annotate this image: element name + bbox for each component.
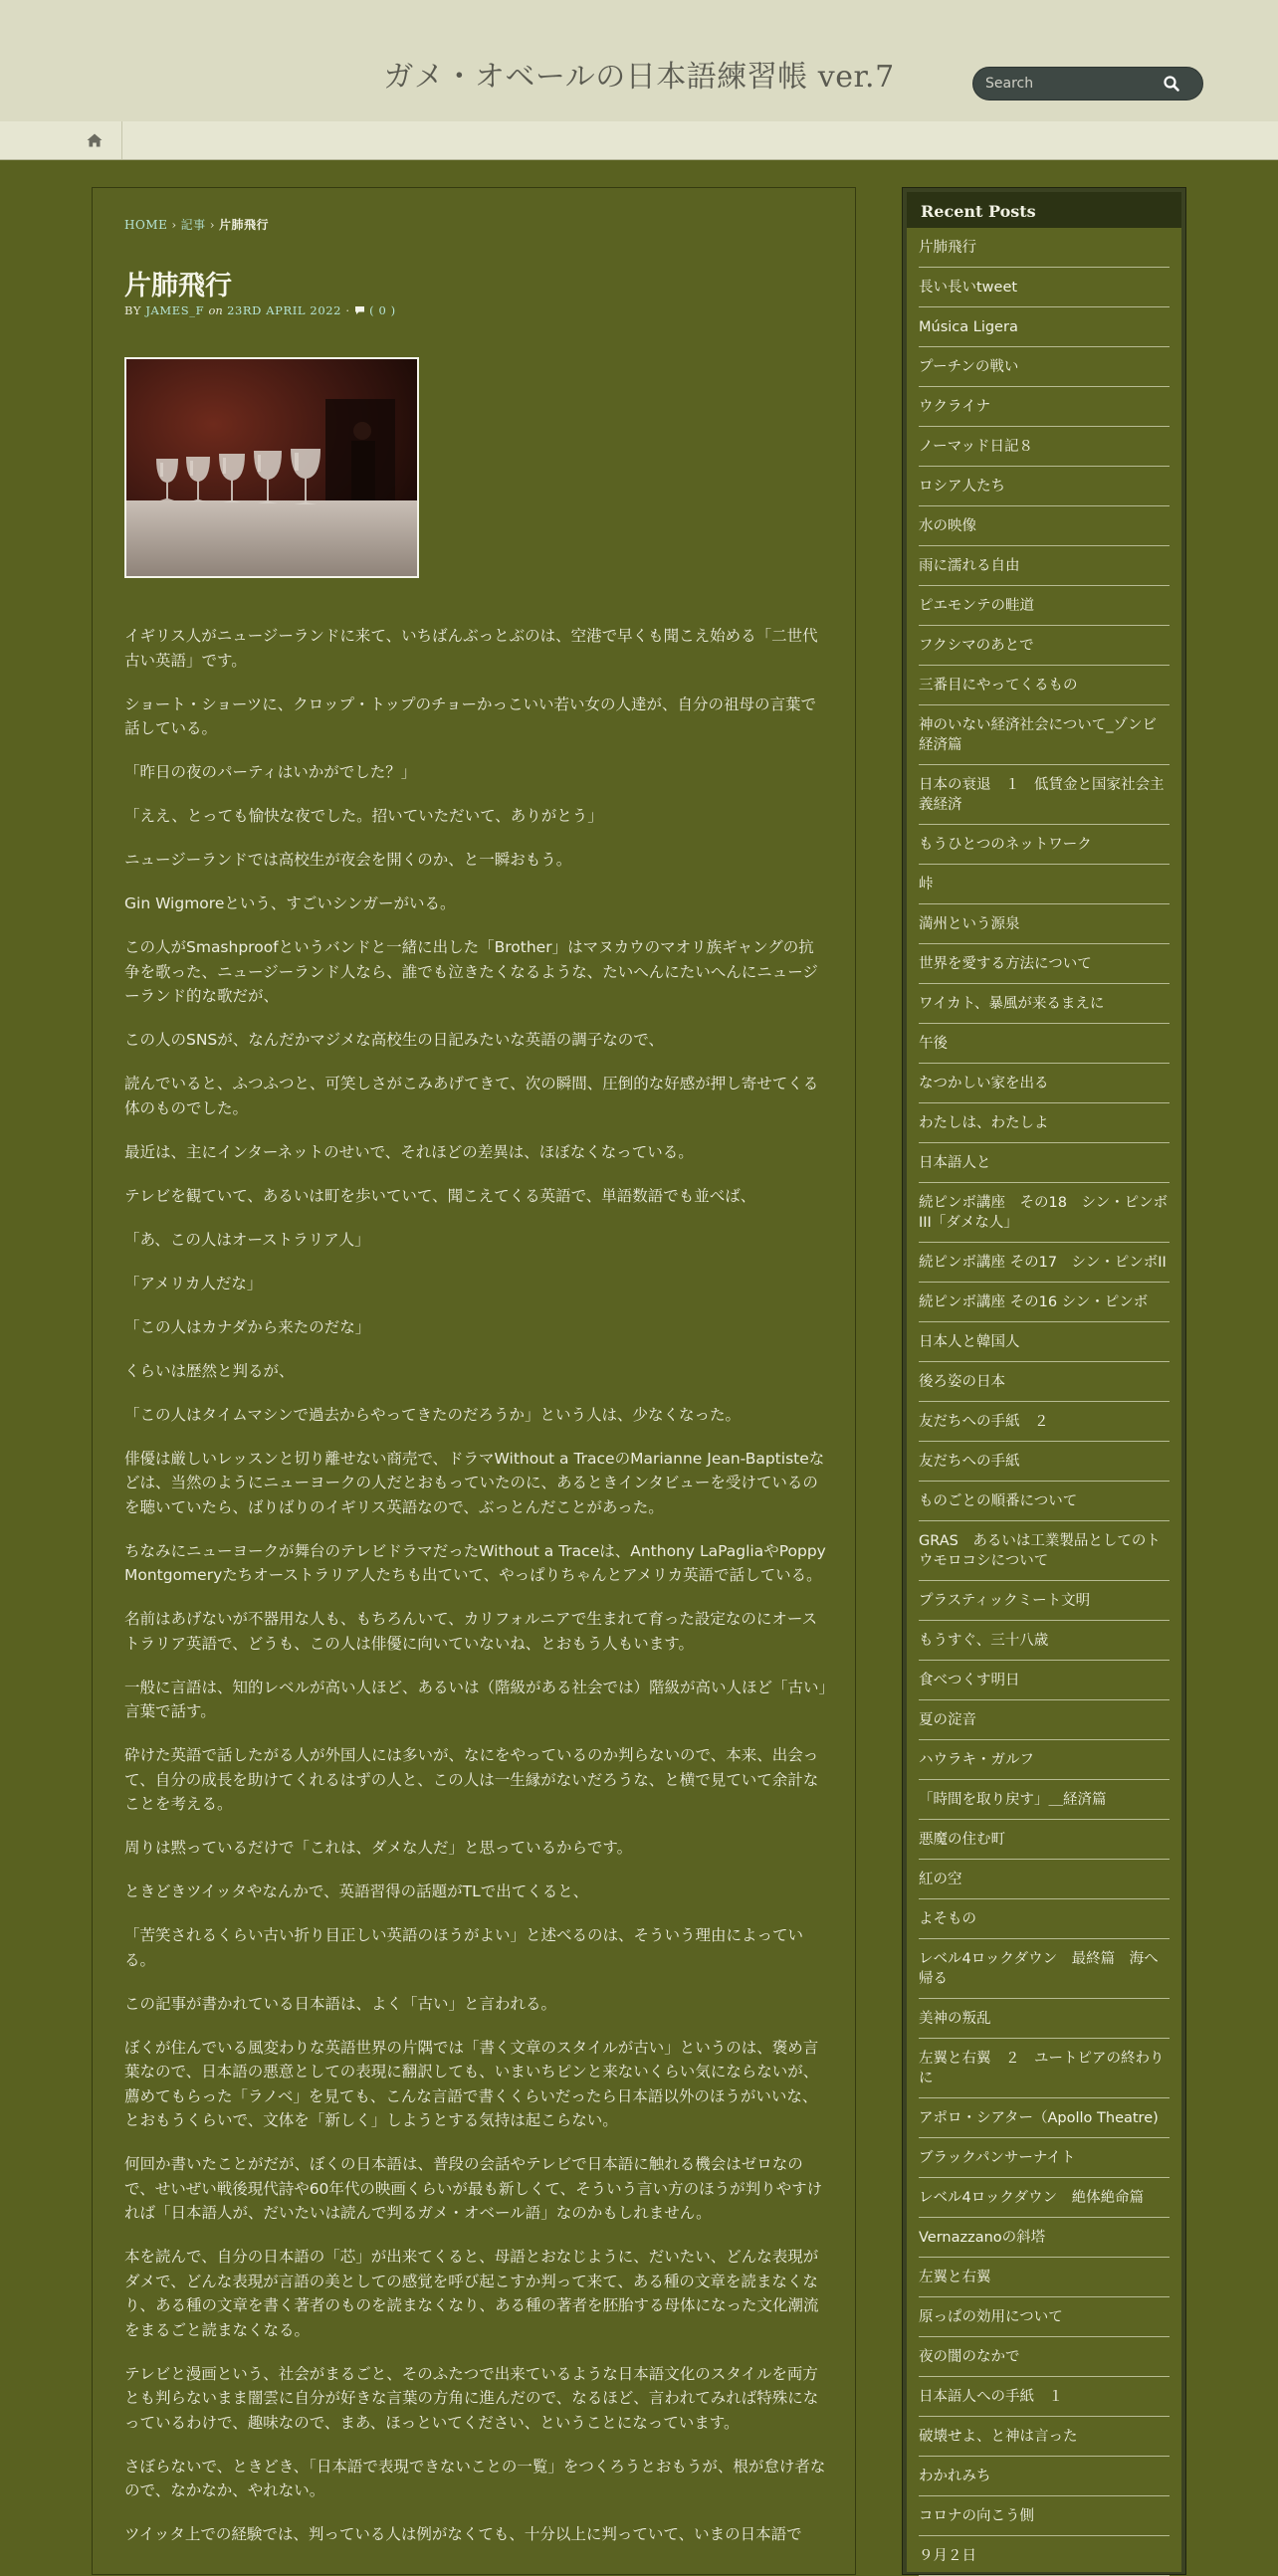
recent-post-link[interactable]: ９月２日 — [919, 2536, 1170, 2576]
paragraph: 「昨日の夜のパーティはいかがでした？」 — [124, 763, 417, 781]
site-title[interactable]: ガメ・オベールの日本語練習帳 ver.7 — [383, 60, 895, 95]
paragraph: 読んでいると、ふつふつと、可笑しさがこみあげてきて、次の瞬間、圧倒的な好感が押し寄せてくる体のものでした。 — [124, 1075, 819, 1117]
recent-post-link[interactable]: ウクライナ — [919, 387, 1170, 427]
recent-post-link[interactable]: よそもの — [919, 1899, 1170, 1939]
recent-post-link[interactable]: 長い長いtweet — [919, 268, 1170, 307]
recent-post-link[interactable]: ノーマッド日記８ — [919, 427, 1170, 467]
recent-post-link[interactable]: ロシア人たち — [919, 467, 1170, 506]
post-meta — [124, 303, 396, 317]
recent-post-link[interactable]: ブラックパンサーナイト — [919, 2138, 1170, 2178]
recent-post-link[interactable]: なつかしい家を出る — [919, 1064, 1170, 1103]
recent-post-link[interactable]: 峠 — [919, 865, 1170, 904]
recent-post-link[interactable]: もうひとつのネットワーク — [919, 825, 1170, 865]
recent-post-link[interactable]: 友だちへの手紙 — [919, 1442, 1170, 1482]
recent-posts-header — [907, 192, 1181, 229]
recent-post-link[interactable]: 悪魔の住む町 — [919, 1820, 1170, 1860]
recent-post-link[interactable]: 夏の淀音 — [919, 1700, 1170, 1740]
paragraph: 「アメリカ人だな」 — [124, 1274, 263, 1292]
recent-post-link[interactable]: ものごとの順番について — [919, 1482, 1170, 1521]
breadcrumb — [124, 216, 269, 233]
recent-post-link[interactable]: 片肺飛行 — [919, 228, 1170, 268]
recent-post-link[interactable]: ピエモンテの畦道 — [919, 586, 1170, 626]
paragraph: くらいは歴然と判るが、 — [124, 1361, 295, 1380]
post-date-link[interactable]: 23RD APRIL 2022 — [227, 303, 342, 317]
paragraph: 「苦笑されるくらい古い折り目正しい英語のほうがよい」と述べるのは、そういう理由によっている。 — [124, 1926, 804, 1969]
recent-post-link[interactable]: 三番目にやってくるもの — [919, 666, 1170, 705]
comment-icon — [354, 305, 365, 315]
breadcrumb-category-link[interactable]: 記事 — [180, 218, 206, 232]
home-icon — [87, 133, 103, 147]
recent-post-link[interactable]: 美神の叛乱 — [919, 1999, 1170, 2039]
wine-glasses-photo — [126, 359, 417, 576]
post-thumbnail-image[interactable] — [124, 357, 419, 578]
search-input[interactable] — [985, 73, 1155, 95]
recent-post-link[interactable]: レベル4ロックダウン 最終篇 海へ帰る — [919, 1939, 1170, 1999]
recent-post-link[interactable]: レベル4ロックダウン 絶体絶命篇 — [919, 2178, 1170, 2218]
paragraph: 何回か書いたことがだが、ぼくの日本語は、普段の会話やテレビで日本語に触れる機会はゼロなので、せいぜい戦後現代詩や60年代の映画くらいが最も新しくて、そういう言い方のほうが判りやすければ「日本語人が、だいたいは読んで判るガメ・オベール語」なのかもしれません。 — [124, 2155, 823, 2222]
paragraph: テレビと漫画という、社会がまるごと、そのふたつで出来ているような日本語文化のスタイルを両方とも判らないまま闇雲に自分が好きな言葉の方角に進んだので、なるほど、言われてみれば特殊になっているわけで、趣味なので、まあ、ほっといてください、ということになっています。 — [124, 2364, 819, 2432]
sidebar — [902, 187, 1186, 2575]
recent-post-link[interactable]: 後ろ姿の日本 — [919, 1362, 1170, 1402]
post-title: 片肺飛行 — [124, 271, 232, 301]
paragraph: この記事が書かれている日本語は、よく「古い」と言われる。 — [124, 1994, 557, 2013]
paragraph: イギリス人がニュージーランドに来て、いちばんぶっとぶのは、空港で早くも聞こえ始める「二世代古い英語」です。 — [124, 627, 818, 670]
recent-post-link[interactable]: わたしは、わたしよ — [919, 1103, 1170, 1143]
search-button[interactable] — [1161, 73, 1182, 95]
recent-post-link[interactable]: 続ピンボ講座 その17 シン・ピンボII — [919, 1243, 1170, 1283]
paragraph: 「あ、この人はオーストラリア人」 — [124, 1230, 370, 1249]
paragraph: 俳優は厳しいレッスンと切り離せない商売で、ドラマWithout a TraceのMarianne Jean-Baptisteなどは、当然のようにニューヨークの人だとおもっていたのに、あるときインタビューを受けているのを聴いていたら、ばりばりのイギリス英語なので、ぶっとんだことがあった。 — [124, 1449, 825, 1516]
recent-post-link[interactable]: 日本語人への手紙 １ — [919, 2377, 1170, 2417]
paragraph: 砕けた英語で話したがる人が外国人には多いが、なにをやっているのか判らないので、本来、出会って、自分の成長を助けてくれるはずの人と、この人は一生縁がないだろうな、と横で見ていて余計なことを考える。 — [124, 1746, 819, 1813]
search-box — [972, 67, 1203, 100]
recent-post-link[interactable]: 続ピンボ講座 その18 シン・ピンボIII「ダメな人」 — [919, 1183, 1170, 1243]
site-header — [0, 0, 1278, 122]
recent-post-link[interactable]: わかれみち — [919, 2457, 1170, 2496]
recent-post-link[interactable]: ワイカト、暴風が来るまえに — [919, 984, 1170, 1024]
recent-post-link[interactable]: コロナの向こう側 — [919, 2496, 1170, 2536]
recent-post-link[interactable]: 神のいない経済社会について_ゾンビ経済篇 — [919, 705, 1170, 765]
post-body — [124, 624, 827, 2566]
recent-post-link[interactable]: もうすぐ、三十八歳 — [919, 1621, 1170, 1661]
recent-post-link[interactable]: 日本の衰退 １ 低賃金と国家社会主義経済 — [919, 765, 1170, 825]
recent-post-link[interactable]: フクシマのあとで — [919, 626, 1170, 666]
paragraph: ニュージーランドでは高校生が夜会を開くのか、と一瞬おもう。 — [124, 851, 572, 869]
recent-post-link[interactable]: 「時間を取り戻す」＿経済篇 — [919, 1780, 1170, 1820]
breadcrumb-separator: › — [171, 218, 177, 232]
comments-link[interactable] — [354, 303, 396, 317]
main-content — [92, 187, 856, 2575]
paragraph: この人がSmashproofというバンドと一緒に出した「Brother」はマヌカウのマオリ族ギャングの抗争を歌った、ニュージーランド人なら、誰でも泣きたくなるような、たいへんにたいへんにニュージーランド的な歌だが、 — [124, 938, 818, 1005]
recent-post-link[interactable]: 原っぱの効用について — [919, 2297, 1170, 2337]
nav-home-button[interactable] — [68, 121, 122, 159]
paragraph: 「この人はタイムマシンで過去からやってきたのだろうか」という人は、少なくなった。 — [124, 1405, 741, 1424]
paragraph: Gin Wigmoreという、すごいシンガーがいる。 — [124, 894, 456, 912]
breadcrumb-current: 片肺飛行 — [219, 218, 270, 232]
recent-post-link[interactable]: 水の映像 — [919, 506, 1170, 546]
search-icon — [1161, 73, 1182, 95]
breadcrumb-separator: › — [209, 218, 215, 232]
comment-count: ( 0 ) — [369, 303, 396, 317]
paragraph: 名前はあげないが不器用な人も、もちろんいて、カリフォルニアで生まれて育った設定なのにオーストラリア英語で、どうも、この人は俳優に向いていないね、とおもう人もいます。 — [124, 1610, 818, 1653]
paragraph: 本を読んで、自分の日本語の「芯」が出来てくると、母語とおなじように、だいたい、どんな表現がダメで、どんな表現が言語の美としての感覚を呼び起こすか判って来て、ある種の文章を読まなくなり、ある種の文章を書く著者のものを読まなくなり、ある種の著者を胚胎する母体になった文化潮流をまるごと読まなくなる。 — [124, 2248, 819, 2339]
recent-post-link[interactable]: 世界を愛する方法について — [919, 944, 1170, 984]
recent-post-link[interactable]: プーチンの戦い — [919, 347, 1170, 387]
recent-post-link[interactable]: GRAS あるいは工業製品としてのトウモロコシについて — [919, 1521, 1170, 1581]
recent-post-link[interactable]: 友だちへの手紙 ２ — [919, 1402, 1170, 1442]
author-link[interactable]: JAMES_F — [145, 303, 205, 317]
paragraph: ちなみにニューヨークが舞台のテレビドラマだったWithout a Traceは、Anthony LaPagliaやPoppy Montgomeryたちオーストラリア人たちも出ていて、やっぱりちゃんとアメリカ英語で話している。 — [124, 1541, 826, 1584]
recent-post-link[interactable]: プラスティックミート文明 — [919, 1581, 1170, 1621]
paragraph: ときどきツイッタやなんかで、英語習得の話題がTLで出てくると、 — [124, 1882, 589, 1900]
main-nav — [0, 121, 1278, 160]
paragraph: テレビを観ていて、あるいは町を歩いていて、聞こえてくる英語で、単語数語でも並べば、 — [124, 1186, 756, 1205]
recent-post-link[interactable]: 午後 — [919, 1024, 1170, 1064]
recent-post-link[interactable]: ハウラキ・ガルフ — [919, 1740, 1170, 1780]
paragraph: 周りは黙っているだけで「これは、ダメな人だ」と思っているからです。 — [124, 1839, 633, 1857]
recent-post-link[interactable]: 満州という源泉 — [919, 904, 1170, 944]
paragraph: ぼくが住んでいる風変わりな英語世界の片隅では「書く文章のスタイルが古い」というのは、褒め言葉なので、日本語の悪意としての表現に翻訳しても、いまいちピンと来ないくらい気にならないが、薦めてもらった「ラノベ」を見ても、こんな言語で書くくらいだったら日本語以外のほうがいいな、とおもうくらいで、文体を「新しく」しようとする気持は起こらない。 — [124, 2038, 819, 2129]
paragraph: 「ええ、とっても愉快な夜でした。招いていただいて、ありがとう」 — [124, 807, 603, 825]
recent-post-link[interactable]: 左翼と右翼 ２ ユートピアの終わりに — [919, 2039, 1170, 2098]
recent-post-link[interactable]: 破壊せよ、と神は言った — [919, 2417, 1170, 2457]
recent-post-link[interactable]: Música Ligera — [919, 307, 1170, 347]
meta-separator: · — [345, 303, 350, 317]
paragraph: ツイッタ上での経験では、判っている人は例がなくても、十分以上に判っていて、いまの日本語で — [124, 2525, 802, 2543]
recent-post-link[interactable]: アポロ・シアター（Apollo Theatre) — [919, 2098, 1170, 2138]
paragraph: 「この人はカナダから来たのだな」 — [124, 1317, 371, 1336]
meta-by: BY — [124, 303, 142, 317]
recent-post-link[interactable]: 紅の空 — [919, 1860, 1170, 1899]
recent-post-link[interactable]: 雨に濡れる自由 — [919, 546, 1170, 586]
paragraph: さぼらないで、ときどき、「日本語で表現できないことの一覧」をつくろうとおもうが、根が怠け者なので、なかなか、やれない。 — [124, 2457, 826, 2499]
paragraph: この人のSNSが、なんだかマジメな高校生の日記みたいな英語の調子なので、 — [124, 1031, 664, 1049]
recent-post-link[interactable]: 食べつくす明日 — [919, 1661, 1170, 1700]
recent-post-link[interactable]: 続ピンボ講座 その16 シン・ピンボ — [919, 1283, 1170, 1322]
recent-posts-widget — [907, 228, 1181, 2572]
recent-post-link[interactable]: 左翼と右翼 — [919, 2258, 1170, 2297]
recent-post-link[interactable]: 日本語人と — [919, 1143, 1170, 1183]
recent-post-link[interactable]: Vernazzanoの斜塔 — [919, 2218, 1170, 2258]
paragraph: 最近は、主にインターネットのせいで、それほどの差異は、ほぼなくなっている。 — [124, 1142, 694, 1161]
recent-post-link[interactable]: 夜の闇のなかで — [919, 2337, 1170, 2377]
paragraph: 一般に言語は、知的レベルが高い人ほど、あるいは（階級がある社会では）階級が高い人ほど「古い」言葉で話す。 — [124, 1678, 827, 1720]
recent-post-link[interactable]: 日本人と韓国人 — [919, 1322, 1170, 1362]
meta-on: on — [208, 303, 223, 317]
breadcrumb-home-link[interactable]: HOME — [124, 218, 168, 232]
recent-posts-list — [907, 228, 1170, 2576]
paragraph: ショート・ショーツに、クロップ・トップのチョーかっこいい若い女の人達が、自分の祖母の言葉で話している。 — [124, 694, 817, 737]
recent-posts-title: Recent Posts — [921, 202, 1036, 221]
